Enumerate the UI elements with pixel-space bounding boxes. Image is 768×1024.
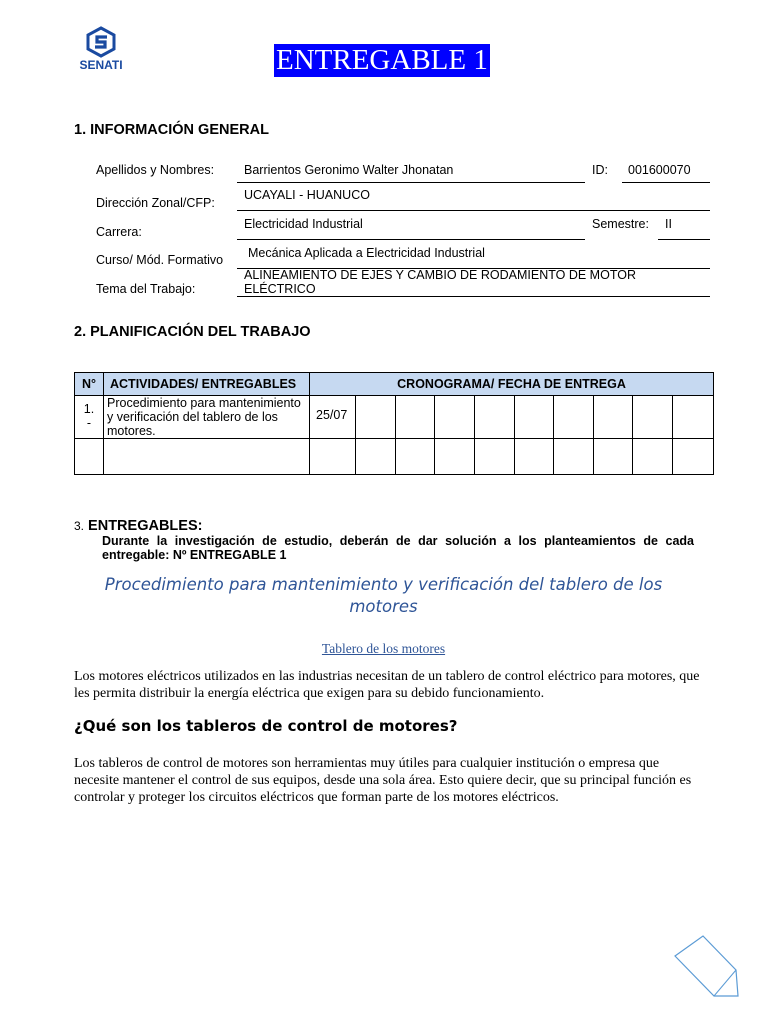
row1-cell	[673, 396, 714, 439]
row1-num-a: 1.	[83, 402, 95, 416]
direccion-label: Dirección Zonal/CFP:	[96, 196, 215, 210]
semestre-line	[658, 239, 710, 240]
row1-cell	[633, 396, 673, 439]
subtitle: Tablero de los motores	[321, 641, 446, 656]
row2-cell	[75, 439, 104, 475]
row1-cell	[554, 396, 594, 439]
paragraph-2: Los tableros de control de motores son herramientas muy útiles para cualquier institución o empresa que necesite mantener el control de sus equipos, desde una sola área. Esto quiere decir, que su principal función es controlar y proteger los circuitos eléctricos que forman parte de los motores eléctricos.	[74, 756, 692, 805]
pencil-corner-icon	[672, 934, 744, 1000]
row2-cell	[594, 439, 633, 475]
row1-cell	[396, 396, 435, 439]
header-activities: ACTIVIDADES/ ENTREGABLES	[104, 373, 310, 396]
row1-cell	[475, 396, 515, 439]
row1-activity: Procedimiento para mantenimiento y verificación del tablero de los motores.	[104, 396, 310, 439]
section-heading-plan: 2. PLANIFICACIÓN DEL TRABAJO	[74, 324, 311, 340]
procedure-title: Procedimiento para mantenimiento y verificación del tablero de los motores	[104, 575, 663, 616]
table-row	[75, 439, 714, 475]
header-schedule: CRONOGRAMA/ FECHA DE ENTREGA	[310, 373, 714, 396]
table-header-row	[75, 373, 714, 396]
senati-logo-icon	[74, 26, 128, 58]
row2-cell	[475, 439, 515, 475]
header-num: N°	[75, 373, 104, 396]
row1-cell	[435, 396, 475, 439]
section-heading-info: 1. INFORMACIÓN GENERAL	[74, 122, 269, 138]
id-line	[622, 182, 710, 183]
planning-table	[74, 372, 714, 475]
document-title: ENTREGABLE 1	[276, 44, 488, 76]
row2-cell	[356, 439, 396, 475]
semestre-value: II	[665, 217, 672, 231]
paragraph-1: Los motores eléctricos utilizados en las industrias necesitan de un tablero de control eléctrico para motores, que les permita distribuir la energía eléctrica que exigen para su debido funcionamiento.	[74, 669, 700, 701]
entregables-heading: ENTREGABLES:	[88, 518, 203, 534]
senati-logo	[74, 26, 128, 74]
row1-cell	[594, 396, 633, 439]
direccion-value: UCAYALI - HUANUCO	[244, 188, 370, 202]
row2-cell	[673, 439, 714, 475]
entregables-number: 3.	[74, 519, 85, 533]
tema-value-line-2: ELÉCTRICO	[244, 282, 316, 296]
tema-value	[244, 268, 636, 296]
direccion-line	[237, 210, 710, 211]
apellidos-line	[237, 182, 585, 183]
entregables-text: Durante la investigación de estudio, deberán de dar solución a los planteamientos de cada entregable: Nº ENTREGABLE 1	[102, 534, 694, 562]
row1-cell	[515, 396, 554, 439]
tema-value-line-1: ALINEAMIENTO DE EJES Y CAMBIO DE RODAMIENTO DE MOTOR	[244, 268, 636, 282]
question-heading: ¿Qué son los tableros de control de motores?	[74, 717, 458, 735]
table-row	[75, 396, 714, 439]
curso-value: Mecánica Aplicada a Electricidad Industrial	[248, 246, 485, 260]
id-value: 001600070	[628, 163, 691, 177]
section-heading-entregables	[74, 518, 202, 534]
carrera-value: Electricidad Industrial	[244, 217, 363, 231]
row2-cell	[633, 439, 673, 475]
carrera-label: Carrera:	[96, 225, 142, 239]
row2-cell	[515, 439, 554, 475]
tema-label: Tema del Trabajo:	[96, 282, 196, 296]
row2-cell	[554, 439, 594, 475]
apellidos-value: Barrientos Geronimo Walter Jhonatan	[244, 163, 454, 177]
apellidos-label: Apellidos y Nombres:	[96, 163, 215, 177]
row1-date: 25/07	[310, 396, 356, 439]
logo-text: SENATI	[79, 58, 123, 72]
row1-cell	[356, 396, 396, 439]
tema-line	[237, 296, 710, 297]
row1-num-b: -	[86, 416, 92, 430]
row1-num	[75, 396, 104, 439]
row2-cell	[104, 439, 310, 475]
row2-cell	[310, 439, 356, 475]
row2-cell	[396, 439, 435, 475]
row2-cell	[435, 439, 475, 475]
curso-label: Curso/ Mód. Formativo	[96, 253, 224, 267]
carrera-line	[237, 239, 585, 240]
id-label: ID:	[592, 163, 608, 177]
semestre-label: Semestre:	[592, 217, 649, 231]
